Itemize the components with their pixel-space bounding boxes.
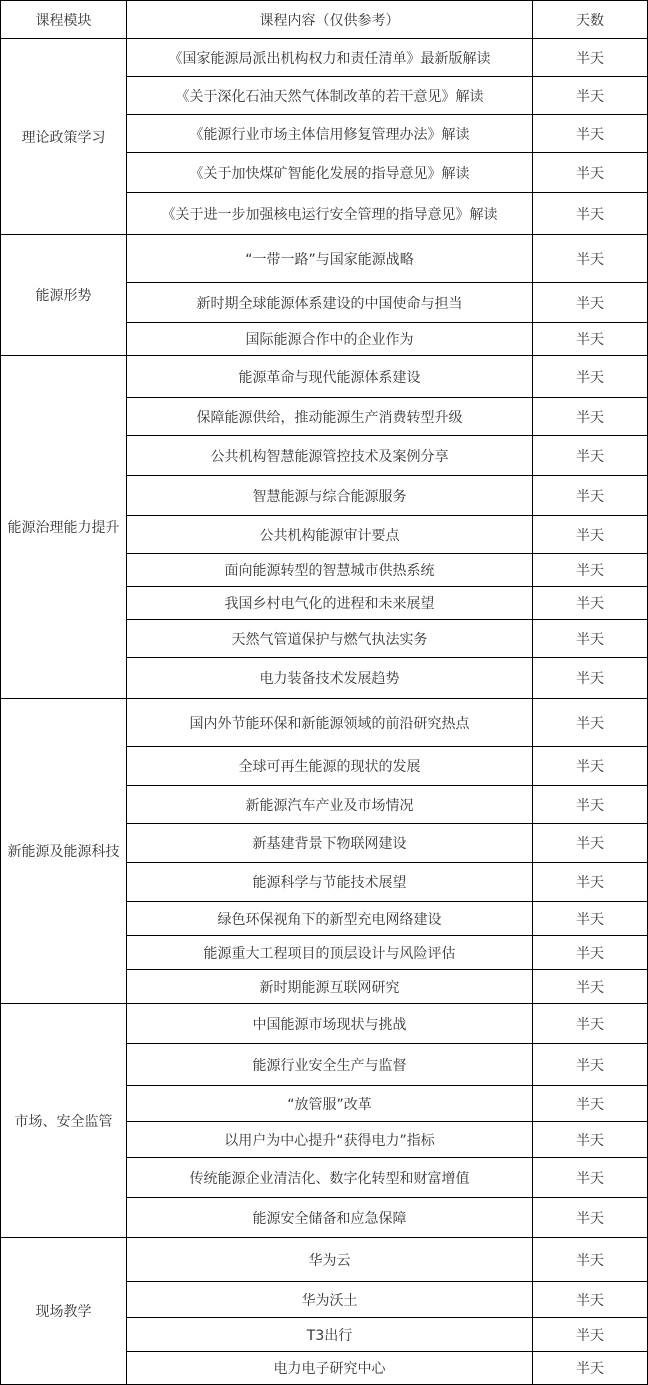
course-content-cell: 中国能源市场现状与挑战 [127,1004,533,1044]
days-cell: 半天 [533,1282,648,1318]
course-content-cell: 电力电子研究中心 [127,1352,533,1385]
module-name-cell: 新能源及能源科技 [1,699,127,1004]
days-cell: 半天 [533,1086,648,1122]
module-name-cell: 市场、安全监管 [1,1004,127,1238]
days-cell: 半天 [533,1318,648,1352]
days-cell: 半天 [533,1004,648,1044]
course-content-cell: “一带一路”与国家能源战略 [127,235,533,283]
course-content-cell: 智慧能源与综合能源服务 [127,476,533,516]
course-content-cell: T3出行 [127,1318,533,1352]
days-cell: 半天 [533,39,648,77]
table-row [1,1004,648,1044]
days-cell: 半天 [533,1238,648,1282]
header-row [1,1,648,39]
course-content-cell: 新时期全球能源体系建设的中国使命与担当 [127,283,533,323]
course-content-cell: 新时期能源互联网研究 [127,970,533,1004]
header-content: 课程内容（仅供参考） [127,1,533,39]
table-row [1,1238,648,1282]
course-content-cell: 能源科学与节能技术展望 [127,863,533,902]
days-cell: 半天 [533,193,648,235]
course-content-cell: 能源革命与现代能源体系建设 [127,356,533,398]
course-content-cell: 全球可再生能源的现状的发展 [127,747,533,786]
course-content-cell: 能源安全储备和应急保障 [127,1198,533,1238]
table-row [1,356,648,398]
days-cell: 半天 [533,863,648,902]
days-cell: 半天 [533,115,648,153]
course-content-cell: 《关于深化石油天然气体制改革的若干意见》解读 [127,77,533,115]
days-cell: 半天 [533,283,648,323]
module-name-cell: 能源治理能力提升 [1,356,127,699]
table-row [1,235,648,283]
course-content-cell: 我国乡村电气化的进程和未来展望 [127,587,533,620]
days-cell: 半天 [533,356,648,398]
days-cell: 半天 [533,1158,648,1198]
days-cell: 半天 [533,747,648,786]
days-cell: 半天 [533,936,648,970]
course-content-cell: 公共机构能源审计要点 [127,516,533,554]
days-cell: 半天 [533,786,648,824]
table-row [1,39,648,77]
course-content-cell: 华为云 [127,1238,533,1282]
days-cell: 半天 [533,554,648,587]
course-content-cell: 《关于进一步加强核电运行安全管理的指导意见》解读 [127,193,533,235]
course-content-cell: “放管服”改革 [127,1086,533,1122]
days-cell: 半天 [533,398,648,436]
days-cell: 半天 [533,902,648,936]
course-content-cell: 天然气管道保护与燃气执法实务 [127,620,533,658]
course-content-cell: 电力装备技术发展趋势 [127,658,533,699]
course-content-cell: 华为沃土 [127,1282,533,1318]
days-cell: 半天 [533,587,648,620]
days-cell: 半天 [533,476,648,516]
course-content-cell: 《国家能源局派出机构权力和责任清单》最新版解读 [127,39,533,77]
module-name-cell: 能源形势 [1,235,127,356]
course-content-cell: 新基建背景下物联网建设 [127,824,533,863]
days-cell: 半天 [533,436,648,476]
days-cell: 半天 [533,235,648,283]
course-content-cell: 公共机构智慧能源管控技术及案例分享 [127,436,533,476]
days-cell: 半天 [533,658,648,699]
header-module: 课程模块 [1,1,127,39]
course-content-cell: 绿色环保视角下的新型充电网络建设 [127,902,533,936]
table-row [1,699,648,747]
course-content-cell: 能源行业安全生产与监督 [127,1044,533,1086]
course-content-cell: 能源重大工程项目的顶层设计与风险评估 [127,936,533,970]
course-content-cell: 面向能源转型的智慧城市供热系统 [127,554,533,587]
course-content-cell: 《能源行业市场主体信用修复管理办法》解读 [127,115,533,153]
course-content-cell: 传统能源企业清洁化、数字化转型和财富增值 [127,1158,533,1198]
header-days: 天数 [533,1,648,39]
module-name-cell: 现场教学 [1,1238,127,1385]
course-content-cell: 保障能源供给，推动能源生产消费转型升级 [127,398,533,436]
days-cell: 半天 [533,153,648,193]
days-cell: 半天 [533,620,648,658]
days-cell: 半天 [533,824,648,863]
days-cell: 半天 [533,77,648,115]
course-content-cell: 国内外节能环保和新能源领域的前沿研究热点 [127,699,533,747]
course-content-cell: 《关于加快煤矿智能化发展的指导意见》解读 [127,153,533,193]
days-cell: 半天 [533,516,648,554]
days-cell: 半天 [533,323,648,356]
days-cell: 半天 [533,1198,648,1238]
days-cell: 半天 [533,1122,648,1158]
days-cell: 半天 [533,1352,648,1385]
days-cell: 半天 [533,699,648,747]
days-cell: 半天 [533,1044,648,1086]
course-content-cell: 国际能源合作中的企业作为 [127,323,533,356]
days-cell: 半天 [533,970,648,1004]
module-name-cell: 理论政策学习 [1,39,127,235]
course-content-cell: 以用户为中心提升“获得电力”指标 [127,1122,533,1158]
course-content-cell: 新能源汽车产业及市场情况 [127,786,533,824]
